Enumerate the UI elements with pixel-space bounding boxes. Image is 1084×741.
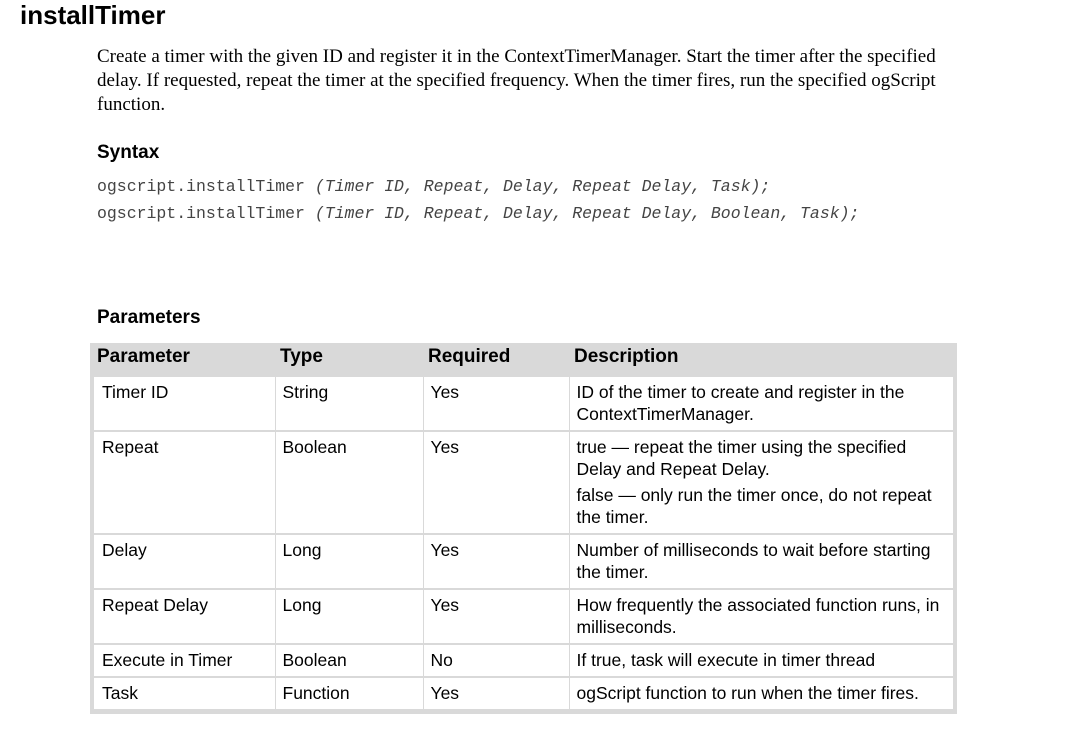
param-required: No bbox=[423, 644, 569, 677]
table-row bbox=[92, 644, 955, 677]
description-text: How frequently the associated function runs, in milliseconds. bbox=[576, 595, 940, 637]
syntax-arguments: (Timer ID, Repeat, Delay, Repeat Delay, Task); bbox=[314, 177, 771, 196]
param-required: Yes bbox=[423, 589, 569, 644]
table-row bbox=[92, 534, 955, 589]
description-text: If true, task will execute in timer thread bbox=[576, 650, 876, 670]
description-text: ID of the timer to create and register in the ContextTimerManager. bbox=[576, 382, 905, 424]
description-text: false — only run the timer once, do not repeat the timer. bbox=[576, 485, 932, 527]
param-description bbox=[569, 377, 955, 431]
param-name: Task bbox=[92, 677, 275, 712]
param-type: Boolean bbox=[275, 431, 423, 534]
param-type: Boolean bbox=[275, 644, 423, 677]
description-text: Number of milliseconds to wait before starting the timer. bbox=[576, 540, 931, 582]
syntax-arguments: (Timer ID, Repeat, Delay, Repeat Delay, Boolean, Task); bbox=[314, 204, 860, 223]
column-header-parameter: Parameter bbox=[97, 346, 190, 367]
table-row bbox=[92, 431, 955, 534]
param-name: Repeat bbox=[92, 431, 275, 534]
table-row bbox=[92, 677, 955, 712]
description-text: true — repeat the timer using the specified Delay and Repeat Delay. bbox=[576, 437, 907, 479]
param-name: Execute in Timer bbox=[92, 644, 275, 677]
intro-paragraph: Create a timer with the given ID and register it in the ContextTimerManager. Start the timer after the specified delay. If requested, repeat the timer at the specified frequency. When the timer fires, run the specified ogScript function. bbox=[97, 46, 936, 115]
param-description bbox=[569, 431, 955, 534]
param-type: String bbox=[275, 377, 423, 431]
syntax-line bbox=[97, 204, 859, 224]
param-name: Delay bbox=[92, 534, 275, 589]
param-name: Timer ID bbox=[92, 377, 275, 431]
page-title: installTimer bbox=[20, 0, 166, 30]
param-required: Yes bbox=[423, 677, 569, 712]
param-type: Long bbox=[275, 589, 423, 644]
param-name: Repeat Delay bbox=[92, 589, 275, 644]
param-description bbox=[569, 534, 955, 589]
syntax-line bbox=[97, 177, 770, 197]
syntax-heading: Syntax bbox=[97, 142, 160, 163]
param-required: Yes bbox=[423, 431, 569, 534]
param-type: Long bbox=[275, 534, 423, 589]
param-description bbox=[569, 589, 955, 644]
table-header-row bbox=[92, 343, 955, 377]
description-text: ogScript function to run when the timer fires. bbox=[576, 683, 919, 703]
parameters-table bbox=[90, 343, 957, 714]
param-description bbox=[569, 677, 955, 712]
table-row bbox=[92, 589, 955, 644]
parameters-heading: Parameters bbox=[97, 307, 201, 328]
param-required: Yes bbox=[423, 377, 569, 431]
column-header-type: Type bbox=[280, 346, 323, 367]
column-header-description: Description bbox=[574, 346, 679, 367]
param-required: Yes bbox=[423, 534, 569, 589]
syntax-function: ogscript.installTimer bbox=[97, 177, 305, 196]
syntax-function: ogscript.installTimer bbox=[97, 204, 305, 223]
param-description bbox=[569, 644, 955, 677]
column-header-required: Required bbox=[428, 346, 511, 367]
table-row bbox=[92, 377, 955, 431]
param-type: Function bbox=[275, 677, 423, 712]
